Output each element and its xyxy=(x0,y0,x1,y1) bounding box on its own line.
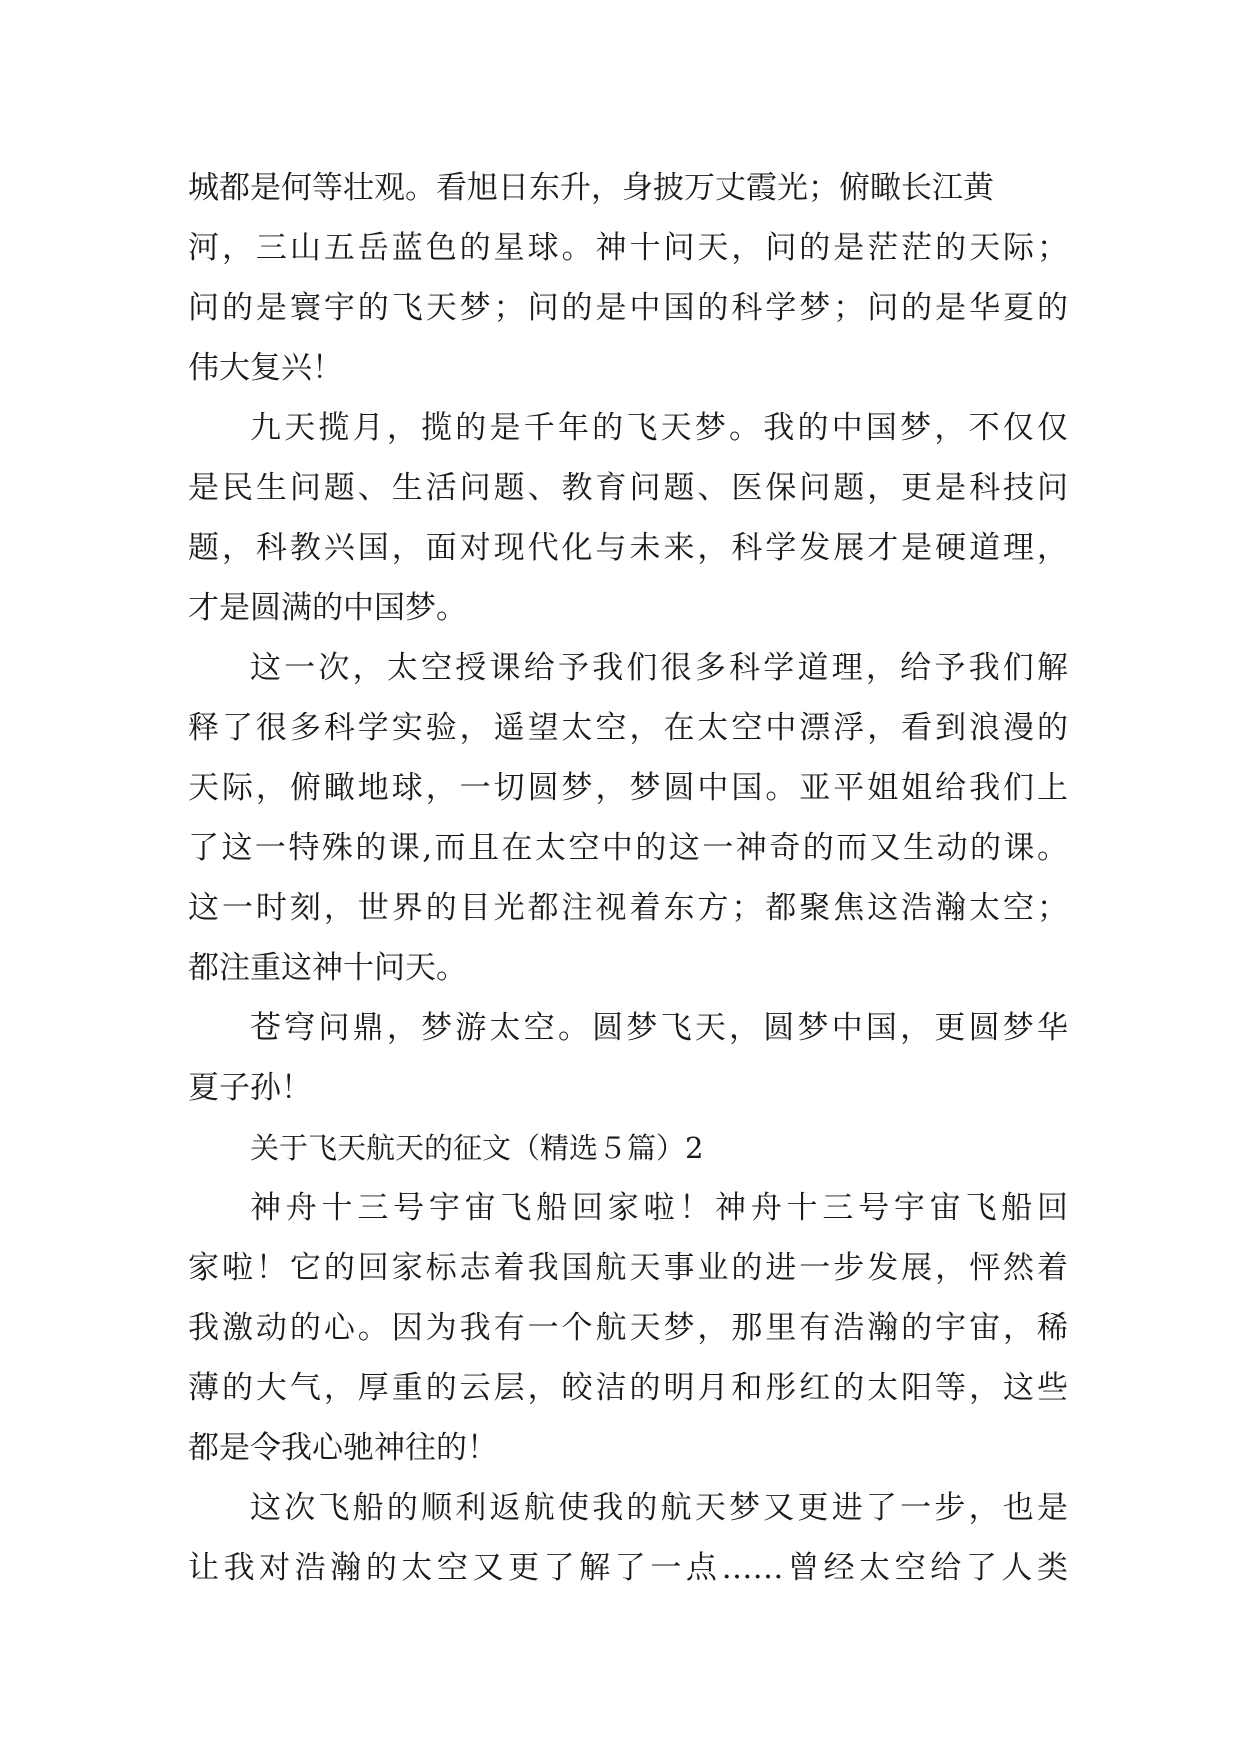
text-line: 家啦！它的回家标志着我国航天事业的进一步发展，怦然着 xyxy=(188,1250,1068,1286)
text-line: 我激动的心。因为我有一个航天梦，那里有浩瀚的宇宙，稀 xyxy=(188,1310,1068,1346)
text-line: 薄的大气，厚重的云层，皎洁的明月和彤红的太阳等，这些 xyxy=(188,1370,1068,1406)
text-line: 这一时刻，世界的目光都注视着东方；都聚焦这浩瀚太空； xyxy=(188,890,1068,926)
text-line: 让我对浩瀚的太空又更了解了一点……曾经太空给了人类 xyxy=(188,1550,1068,1586)
text-line: 都注重这神十问天。 xyxy=(188,950,467,986)
text-line: 九天揽月，揽的是千年的飞天梦。我的中国梦，不仅仅 xyxy=(250,410,1068,446)
text-line: 城都是何等壮观。看旭日东升，身披万丈霞光；俯瞰长江黄 xyxy=(188,170,994,206)
text-line: 伟大复兴！ xyxy=(188,350,343,386)
text-line: 神舟十三号宇宙飞船回家啦！神舟十三号宇宙飞船回 xyxy=(250,1190,1068,1226)
text-line: 天际，俯瞰地球，一切圆梦，梦圆中国。亚平姐姐给我们上 xyxy=(188,770,1068,806)
text-line: 这一次，太空授课给予我们很多科学道理，给予我们解 xyxy=(250,650,1068,686)
text-line: 问的是寰宇的飞天梦；问的是中国的科学梦；问的是华夏的 xyxy=(188,290,1068,326)
text-line: 才是圆满的中国梦。 xyxy=(188,590,467,626)
text-line: 释了很多科学实验，遥望太空，在太空中漂浮，看到浪漫的 xyxy=(188,710,1068,746)
text-line: 这次飞船的顺利返航使我的航天梦又更进了一步，也是 xyxy=(250,1490,1068,1526)
document-body xyxy=(188,158,1068,1598)
text-line: 题，科教兴国，面对现代化与未来，科学发展才是硬道理， xyxy=(188,530,1068,566)
text-line: 河，三山五岳蓝色的星球。神十问天，问的是茫茫的天际； xyxy=(188,230,1068,266)
text-line: 苍穹问鼎，梦游太空。圆梦飞天，圆梦中国，更圆梦华 xyxy=(250,1010,1068,1046)
section-heading: 关于飞天航天的征文（精选５篇）2 xyxy=(250,1131,704,1165)
text-line: 是民生问题、生活问题、教育问题、医保问题，更是科技问 xyxy=(188,470,1068,506)
text-line: 都是令我心驰神往的！ xyxy=(188,1430,498,1466)
text-line: 了这一特殊的课,而且在太空中的这一神奇的而又生动的课。 xyxy=(188,830,1068,866)
text-line: 夏子孙！ xyxy=(188,1070,312,1106)
